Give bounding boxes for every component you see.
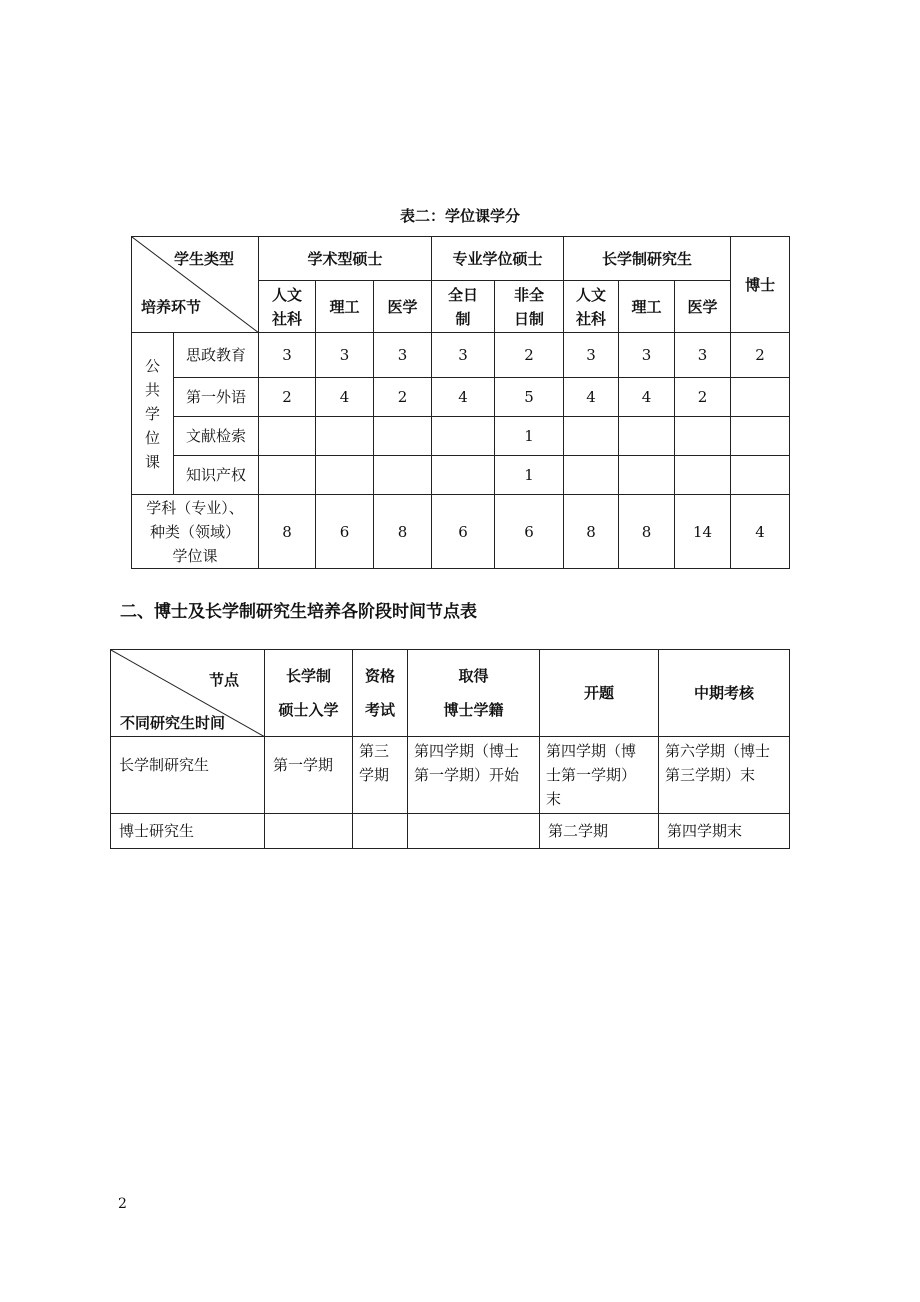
cell: 4 bbox=[432, 378, 495, 417]
row-label: 博士研究生 bbox=[111, 814, 265, 849]
cell bbox=[432, 456, 495, 495]
subcol-header: 人文 社科 bbox=[564, 281, 619, 333]
row-label: 文献检索 bbox=[174, 417, 259, 456]
cell bbox=[675, 417, 731, 456]
group-header: 博士 bbox=[731, 237, 790, 333]
section-heading: 二、博士及长学制研究生培养各阶段时间节点表 bbox=[120, 602, 477, 622]
cell bbox=[316, 417, 374, 456]
subcol-header: 理工 bbox=[619, 281, 675, 333]
cell: 2 bbox=[259, 378, 316, 417]
column-header: 开题 bbox=[540, 650, 659, 737]
cell bbox=[564, 417, 619, 456]
table-caption: 表二：学位课学分 bbox=[399, 207, 520, 225]
cell bbox=[259, 456, 316, 495]
corner-cell bbox=[132, 237, 259, 333]
corner-cell bbox=[111, 650, 265, 737]
column-header: 取得 博士学籍 bbox=[408, 650, 540, 737]
cell: 第四学期末 bbox=[659, 814, 790, 849]
cell: 第四学期（博士 第一学期）开始 bbox=[408, 737, 540, 814]
cell bbox=[374, 456, 432, 495]
table-row bbox=[111, 814, 790, 849]
cell bbox=[619, 417, 675, 456]
cell bbox=[408, 814, 540, 849]
row-label: 长学制研究生 bbox=[111, 737, 265, 814]
table-row bbox=[132, 333, 790, 378]
cell: 5 bbox=[495, 378, 564, 417]
cell: 3 bbox=[675, 333, 731, 378]
cell bbox=[259, 417, 316, 456]
group-header: 专业学位硕士 bbox=[432, 237, 564, 281]
cell bbox=[731, 417, 790, 456]
subcol-header: 非全 日制 bbox=[495, 281, 564, 333]
table-row bbox=[132, 378, 790, 417]
cell: 6 bbox=[432, 495, 495, 569]
cell: 4 bbox=[731, 495, 790, 569]
cell: 4 bbox=[564, 378, 619, 417]
row-label: 第一外语 bbox=[174, 378, 259, 417]
cell: 1 bbox=[495, 417, 564, 456]
cell: 2 bbox=[675, 378, 731, 417]
cell: 第四学期（博 士第一学期） 末 bbox=[540, 737, 659, 814]
cell: 3 bbox=[316, 333, 374, 378]
credit-table bbox=[131, 236, 790, 569]
cell: 4 bbox=[316, 378, 374, 417]
cell: 2 bbox=[374, 378, 432, 417]
cell: 第一学期 bbox=[265, 737, 353, 814]
subcol-header: 全日 制 bbox=[432, 281, 495, 333]
cell bbox=[731, 378, 790, 417]
table-row bbox=[132, 456, 790, 495]
cell: 8 bbox=[259, 495, 316, 569]
cell: 8 bbox=[374, 495, 432, 569]
corner-bottom-label: 培养环节 bbox=[141, 298, 202, 316]
subcol-header: 医学 bbox=[374, 281, 432, 333]
corner-bottom-label: 不同研究生时间 bbox=[120, 714, 226, 732]
corner-top-label: 节点 bbox=[209, 671, 240, 689]
group-header: 学术型硕士 bbox=[259, 237, 432, 281]
cell bbox=[265, 814, 353, 849]
subcol-header: 医学 bbox=[675, 281, 731, 333]
row-label: 知识产权 bbox=[174, 456, 259, 495]
cell: 6 bbox=[316, 495, 374, 569]
column-header: 中期考核 bbox=[659, 650, 790, 737]
column-header: 资格 考试 bbox=[353, 650, 408, 737]
cell: 3 bbox=[259, 333, 316, 378]
cell: 3 bbox=[432, 333, 495, 378]
subcol-header: 理工 bbox=[316, 281, 374, 333]
cell bbox=[353, 814, 408, 849]
cell: 8 bbox=[564, 495, 619, 569]
discipline-course-label: 学科（专业）、 种类（领域） 学位课 bbox=[132, 495, 259, 569]
table-row bbox=[132, 495, 790, 569]
column-header: 长学制 硕士入学 bbox=[265, 650, 353, 737]
cell: 3 bbox=[564, 333, 619, 378]
group-header: 长学制研究生 bbox=[564, 237, 731, 281]
cell: 3 bbox=[374, 333, 432, 378]
cell: 第二学期 bbox=[540, 814, 659, 849]
cell: 第六学期（博士 第三学期）末 bbox=[659, 737, 790, 814]
cell bbox=[374, 417, 432, 456]
cell: 4 bbox=[619, 378, 675, 417]
cell bbox=[564, 456, 619, 495]
cell bbox=[675, 456, 731, 495]
page-number: 2 bbox=[118, 1196, 127, 1212]
table-row bbox=[132, 417, 790, 456]
cell bbox=[619, 456, 675, 495]
cell bbox=[316, 456, 374, 495]
public-course-label: 公 共 学 位 课 bbox=[132, 333, 174, 495]
corner-top-label: 学生类型 bbox=[174, 250, 235, 268]
subcol-header: 人文 社科 bbox=[259, 281, 316, 333]
cell: 8 bbox=[619, 495, 675, 569]
cell: 2 bbox=[495, 333, 564, 378]
timeline-table bbox=[110, 649, 790, 849]
row-label: 思政教育 bbox=[174, 333, 259, 378]
cell bbox=[432, 417, 495, 456]
cell: 2 bbox=[731, 333, 790, 378]
cell bbox=[731, 456, 790, 495]
cell: 第三 学期 bbox=[353, 737, 408, 814]
cell: 1 bbox=[495, 456, 564, 495]
cell: 6 bbox=[495, 495, 564, 569]
cell: 3 bbox=[619, 333, 675, 378]
table-row bbox=[111, 737, 790, 814]
cell: 14 bbox=[675, 495, 731, 569]
